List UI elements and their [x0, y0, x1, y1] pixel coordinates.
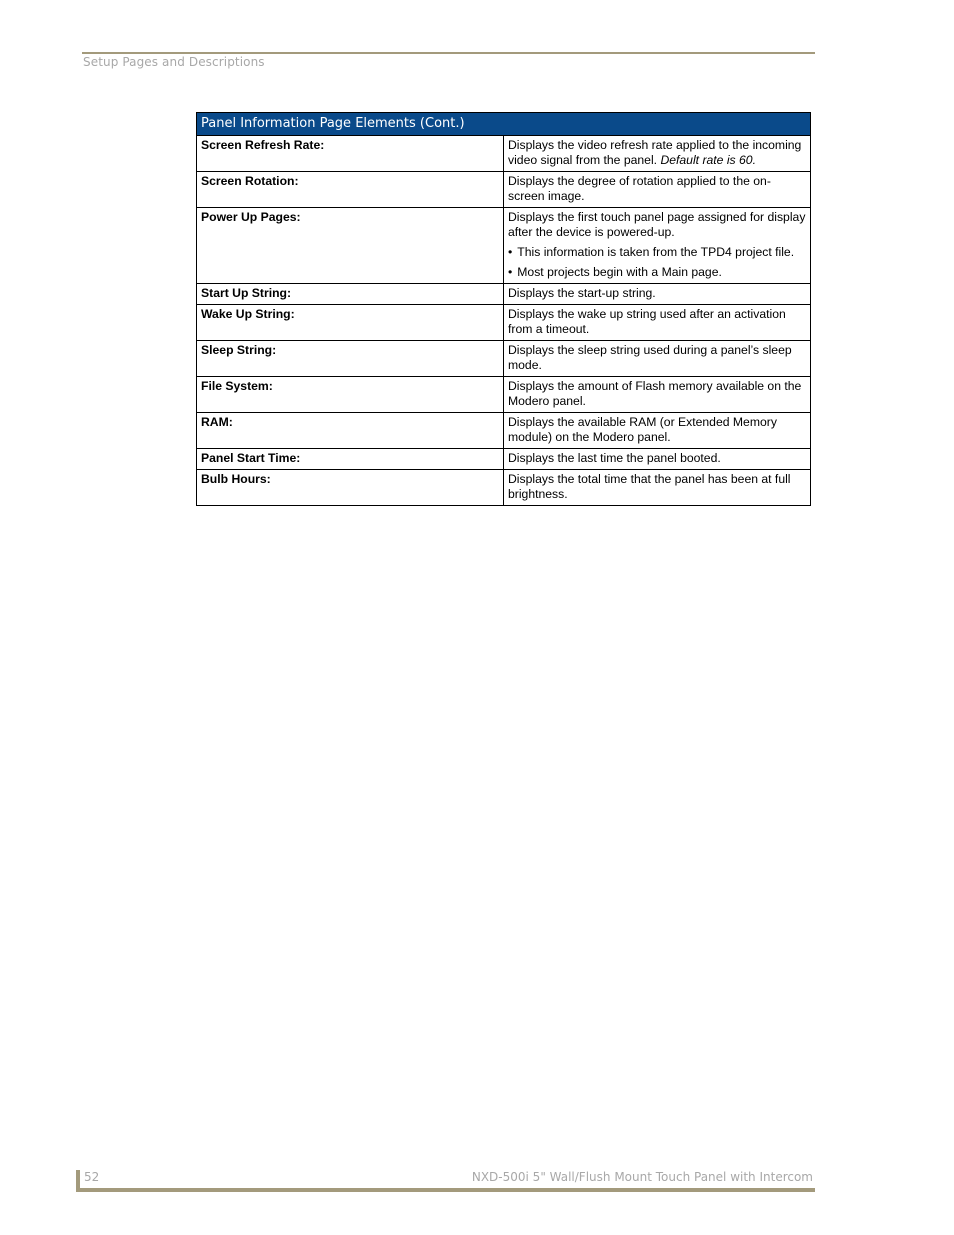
row-description: Displays the amount of Flash memory available on the Modero panel.: [504, 377, 811, 413]
bullet-item: [508, 245, 806, 260]
table-row: [197, 341, 811, 377]
row-label: Wake Up String:: [197, 305, 504, 341]
bullet-text: This information is taken from the TPD4 project file.: [517, 245, 795, 259]
row-description: Displays the last time the panel booted.: [504, 449, 811, 470]
document-title: NXD-500i 5" Wall/Flush Mount Touch Panel with Intercom: [471, 1170, 813, 1184]
row-label: Bulb Hours:: [197, 470, 504, 506]
panel-info-elements-table: [196, 112, 811, 506]
row-label: File System:: [197, 377, 504, 413]
bullet-icon: •: [508, 245, 513, 259]
row-label: Start Up String:: [197, 284, 504, 305]
bullet-text: Most projects begin with a Main page.: [517, 265, 722, 279]
row-description: [504, 208, 811, 284]
description-text: Displays the video refresh rate applied to the incoming video signal from the panel.: [508, 138, 802, 167]
row-description: Displays the total time that the panel has been at full brightness.: [504, 470, 811, 506]
row-description: [504, 136, 811, 172]
bullet-item: [508, 265, 806, 280]
table-row: [197, 305, 811, 341]
bullet-icon: •: [508, 265, 513, 279]
table-row: [197, 172, 811, 208]
header-rule: [82, 52, 815, 54]
table-row: [197, 377, 811, 413]
footer-rule: [76, 1188, 815, 1192]
row-label: Panel Start Time:: [197, 449, 504, 470]
row-label: Power Up Pages:: [197, 208, 504, 284]
table-row: [197, 208, 811, 284]
table-row: [197, 284, 811, 305]
row-description: Displays the available RAM (or Extended Memory module) on the Modero panel.: [504, 413, 811, 449]
row-description: Displays the degree of rotation applied to the on-screen image.: [504, 172, 811, 208]
row-description: Displays the start-up string.: [504, 284, 811, 305]
section-title: Setup Pages and Descriptions: [83, 55, 265, 69]
description-italic: Default rate is 60.: [660, 153, 756, 167]
table-row: [197, 470, 811, 506]
row-label: RAM:: [197, 413, 504, 449]
table-row: [197, 136, 811, 172]
page-number: 52: [84, 1170, 100, 1184]
row-description: Displays the sleep string used during a panel’s sleep mode.: [504, 341, 811, 377]
table-row: [197, 449, 811, 470]
row-label: Screen Refresh Rate:: [197, 136, 504, 172]
description-text: Displays the first touch panel page assigned for display after the device is powered-up.: [508, 210, 806, 239]
table-title: Panel Information Page Elements (Cont.): [197, 113, 811, 136]
row-label: Sleep String:: [197, 341, 504, 377]
row-description: Displays the wake up string used after an activation from a timeout.: [504, 305, 811, 341]
table-row: [197, 413, 811, 449]
row-label: Screen Rotation:: [197, 172, 504, 208]
table-header-row: [197, 113, 811, 136]
